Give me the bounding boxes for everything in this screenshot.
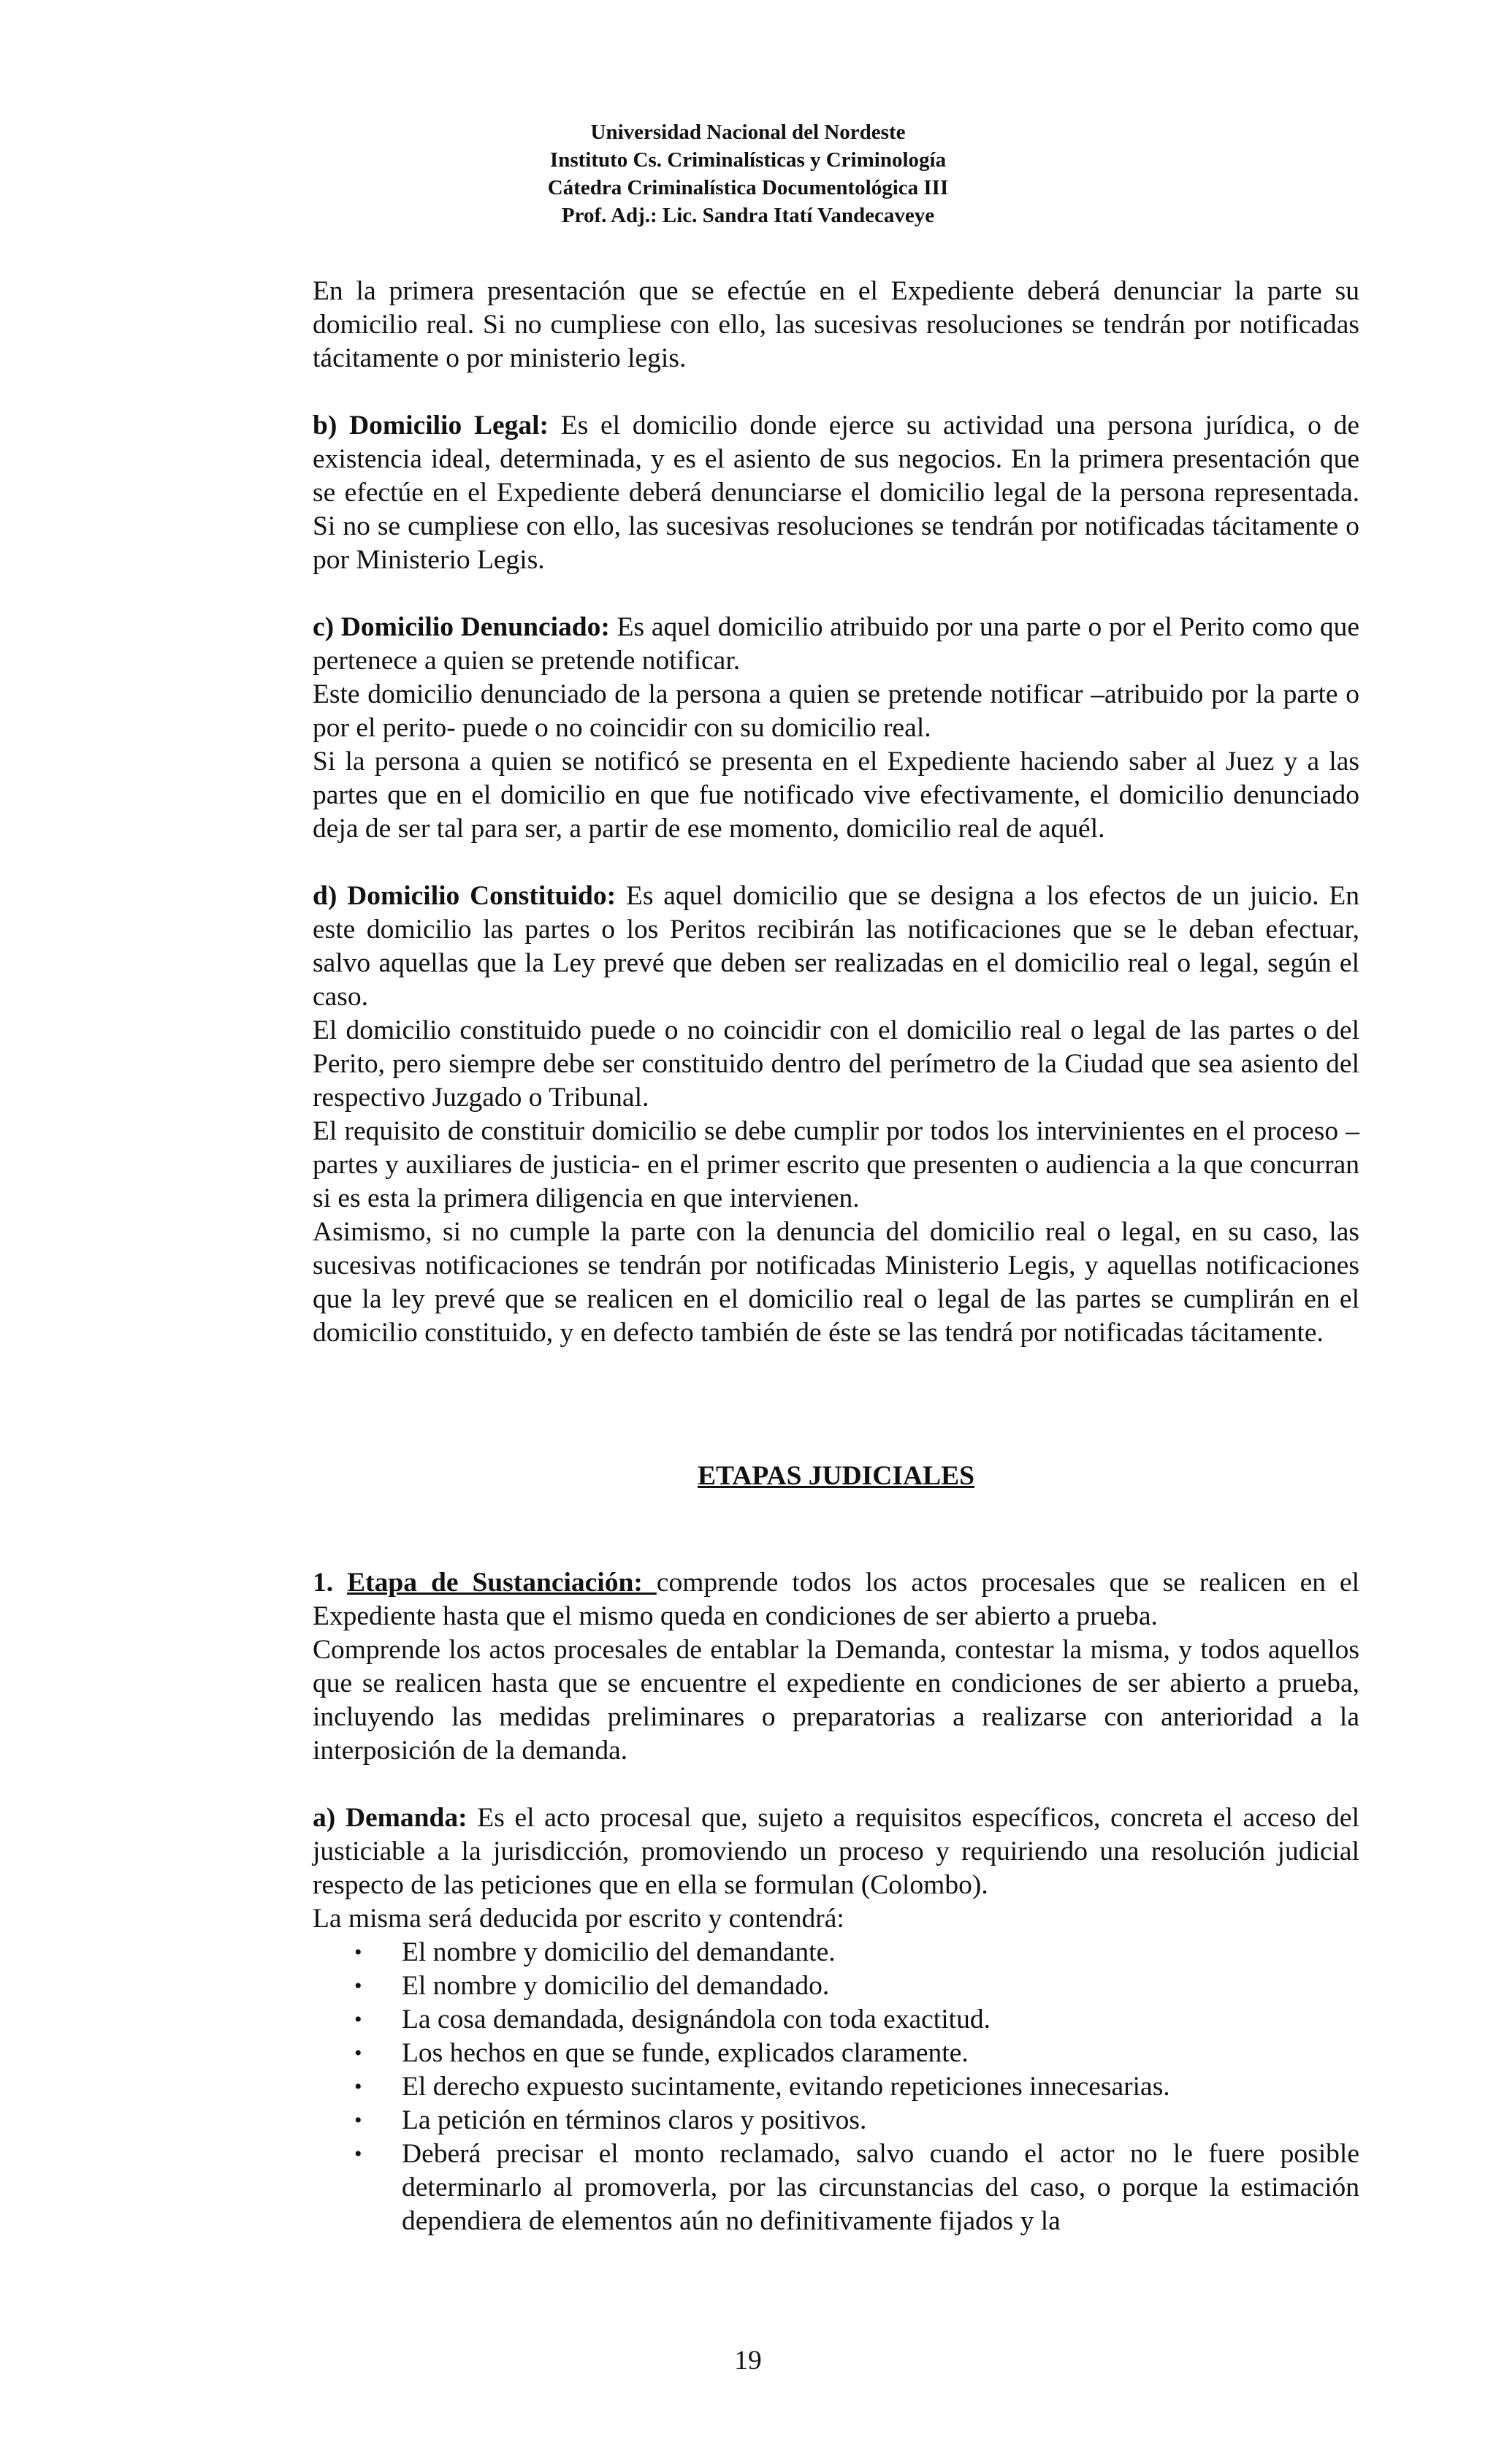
sustanciacion-number: 1. <box>313 1568 348 1598</box>
bullet-icon: • <box>354 2041 362 2065</box>
demanda-heading: a) Demanda: <box>313 1803 468 1833</box>
bullet-icon: • <box>354 1974 362 1998</box>
domicilio-legal-heading: b) Domicilio Legal: <box>313 411 549 440</box>
demanda-paragraph <box>313 1801 1359 1902</box>
demanda-text: Es el acto procesal que, sujeto a requisitos específicos, concreta el acceso del justiciable a la jurisdicción, promoviendo un proceso y requiriendo una resolución judicial respecto de las peticiones que en ella se formulan (Colombo). <box>313 1803 1359 1900</box>
document-body <box>313 275 1359 2238</box>
list-item <box>313 2003 1359 2037</box>
sustanciacion-heading: Etapa de Sustanciación: <box>347 1568 657 1598</box>
domicilio-denunciado-paragraph <box>313 611 1359 678</box>
demanda-requirements-list <box>313 1936 1359 2238</box>
list-item <box>313 1936 1359 1969</box>
sustanciacion-paragraph <box>313 1566 1359 1633</box>
domicilio-denunciado-paragraph-2: Este domicilio denunciado de la persona a quien se pretende notificar –atribuido por la parte o por el perito- puede o no coincidir con su domicilio real. <box>313 679 1359 743</box>
bullet-icon: • <box>354 2075 362 2099</box>
list-item-text: Deberá precisar el monto reclamado, salvo cuando el actor no le fuere posible determinarlo al promoverla, por las circunstancias del caso, o porque la estimación dependiera de elementos aún no definitivamente fijados y la <box>402 2139 1359 2236</box>
list-item-text: El derecho expuesto sucintamente, evitando repeticiones innecesarias. <box>402 2072 1170 2102</box>
domicilio-legal-text: Es el domicilio donde ejerce su actividad una persona jurídica, o de existencia ideal, determinada, y es el asiento de sus negocios. En la primera presentación que se efectúe en el Expediente deberá denunciarse el domicilio legal de la persona representada. Si no se cumpliese con ello, las sucesivas resoluciones se tendrán por notificadas tácitamente o por Ministerio Legis. <box>313 411 1360 575</box>
bullet-icon: • <box>354 1940 362 1964</box>
list-item <box>313 1969 1359 2003</box>
domicilio-denunciado-heading: c) Domicilio Denunciado: <box>313 612 610 642</box>
list-item <box>313 2137 1359 2238</box>
bullet-icon: • <box>354 2108 362 2132</box>
header-institute: Instituto Cs. Criminalísticas y Criminología <box>549 148 947 172</box>
section-title: ETAPAS JUDICIALES <box>698 1461 974 1491</box>
domicilio-constituido-text: Es aquel domicilio que se designa a los efectos de un juicio. En este domicilio las partes o los Peritos recibirán las notificaciones que se le deban efectuar, salvo aquellas que la Ley prevé que deben ser realizadas en el domicilio real o legal, según el caso. <box>313 881 1359 1012</box>
domicilio-constituido-paragraph <box>313 880 1359 1014</box>
bullet-icon: • <box>354 2142 362 2166</box>
demanda-paragraph-2: La misma será deducida por escrito y contendrá: <box>313 1904 844 1934</box>
sustanciacion-paragraph-2: Comprende los actos procesales de entablar la Demanda, contestar la misma, y todos aquellos que se realicen hasta que se encuentre el expediente en condiciones de ser abierto a prueba, incluyendo las medidas preliminares o preparatorias a realizarse con anterioridad a la interposición de la demanda. <box>313 1635 1359 1766</box>
page-header <box>0 118 1496 229</box>
domicilio-constituido-heading: d) Domicilio Constituido: <box>313 881 617 911</box>
list-item-text: La cosa demandada, designándola con toda exactitud. <box>402 2005 991 2034</box>
intro-paragraph: En la primera presentación que se efectúe en el Expediente deberá denunciar la parte su domicilio real. Si no cumpliese con ello, las sucesivas resoluciones se tendrán por notificadas tácitamente o por ministerio legis. <box>313 276 1359 373</box>
list-item-text: Los hechos en que se funde, explicados claramente. <box>402 2038 969 2068</box>
sustanciacion-text: comprende todos los actos procesales que se realicen en el Expediente hasta que el mismo queda en condiciones de ser abierto a prueba. <box>313 1568 1360 1631</box>
page-number: 19 <box>734 2346 762 2376</box>
domicilio-denunciado-text: Es aquel domicilio atribuido por una parte o por el Perito como que pertenece a quien se pretende notificar. <box>313 612 1359 676</box>
list-item <box>313 2037 1359 2070</box>
domicilio-constituido-paragraph-3: El requisito de constituir domicilio se debe cumplir por todos los intervinientes en el proceso –partes y auxiliares de justicia- en el primer escrito que presenten o audiencia a la que concurran si es esta la primera diligencia en que intervienen. <box>313 1116 1359 1213</box>
bullet-icon: • <box>354 2007 362 2032</box>
domicilio-constituido-paragraph-4: Asimismo, si no cumple la parte con la denuncia del domicilio real o legal, en su caso, las sucesivas notificaciones se tendrán por notificadas Ministerio Legis, y aquellas notificaciones que la ley prevé que se realicen en el domicilio real o legal de las partes se cumplirán en el domicilio constituido, y en defecto también de éste se las tendrá por notificadas tácitamente. <box>313 1217 1359 1348</box>
list-item <box>313 2070 1359 2104</box>
list-item <box>313 2104 1359 2137</box>
domicilio-legal-paragraph <box>313 409 1359 577</box>
header-university: Universidad Nacional del Nordeste <box>590 121 906 144</box>
list-item-text: El nombre y domicilio del demandado. <box>402 1971 830 2001</box>
header-chair: Cátedra Criminalística Documentológica III <box>547 176 949 199</box>
domicilio-constituido-paragraph-2: El domicilio constituido puede o no coincidir con el domicilio real o legal de las partes o del Perito, pero siempre debe ser constituido dentro del perímetro de la Ciudad que sea asiento del respectivo Juzgado o Tribunal. <box>313 1015 1359 1113</box>
list-item-text: El nombre y domicilio del demandante. <box>402 1937 836 1967</box>
header-professor: Prof. Adj.: Lic. Sandra Itatí Vandecaveye <box>561 204 935 227</box>
list-item-text: La petición en términos claros y positivos. <box>402 2105 867 2135</box>
domicilio-denunciado-paragraph-3: Si la persona a quien se notificó se presenta en el Expediente haciendo saber al Juez y a las partes que en el domicilio en que fue notificado vive efectivamente, el domicilio denunciado deja de ser tal para ser, a partir de ese momento, domicilio real de aquél. <box>313 747 1359 844</box>
